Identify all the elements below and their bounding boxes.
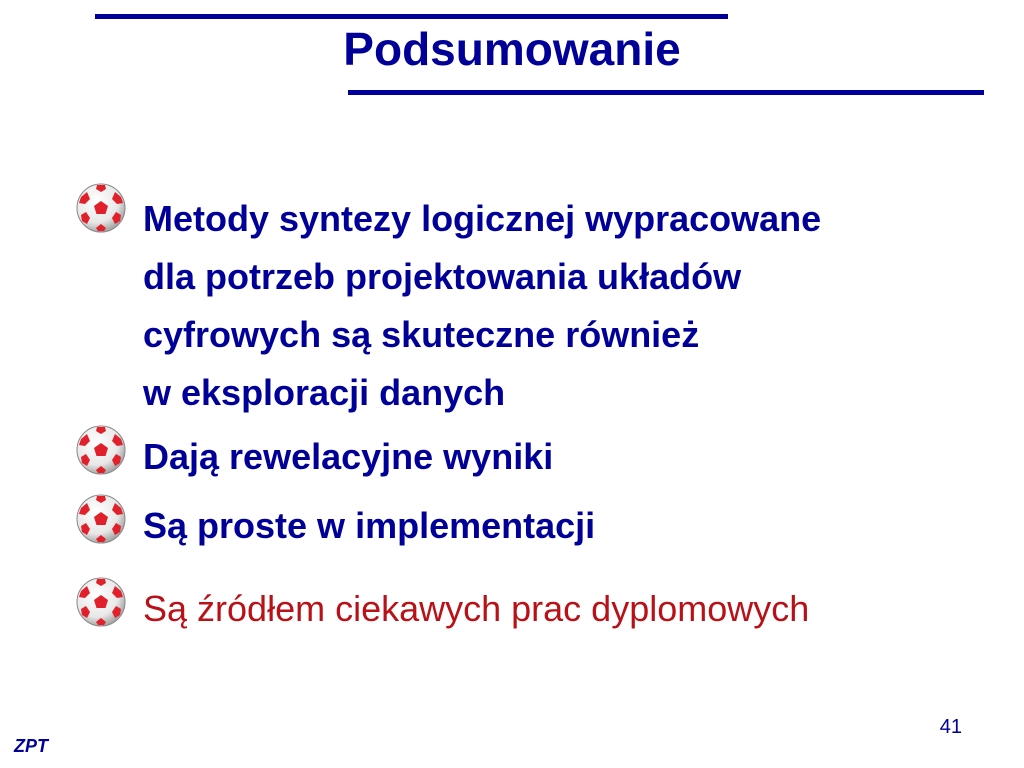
page-number: 41 — [939, 716, 962, 738]
bullet-text — [143, 190, 1013, 422]
footer-label: ZPT — [14, 736, 48, 756]
bullet-line: Są proste w implementacji — [143, 505, 596, 546]
bullet-line: Metody syntezy logicznej wypracowane — [143, 198, 822, 239]
bullet-line: Są źródłem ciekawych prac dyplomowych — [143, 588, 810, 629]
soccer-ball-icon — [75, 493, 127, 545]
bullet-text — [143, 428, 1013, 486]
bullet-text — [143, 580, 1013, 638]
soccer-ball-icon — [75, 182, 127, 234]
bullet-text — [143, 497, 1013, 555]
bullet-line: w eksploracji danych — [143, 372, 506, 413]
soccer-ball-icon — [75, 576, 127, 628]
bullet-line: dla potrzeb projektowania układów — [143, 256, 742, 297]
page-title: Podsumowanie — [343, 23, 681, 75]
bullet-line: cyfrowych są skuteczne również — [143, 314, 700, 355]
bullet-line: Dają rewelacyjne wyniki — [143, 436, 554, 477]
soccer-ball-icon — [75, 424, 127, 476]
